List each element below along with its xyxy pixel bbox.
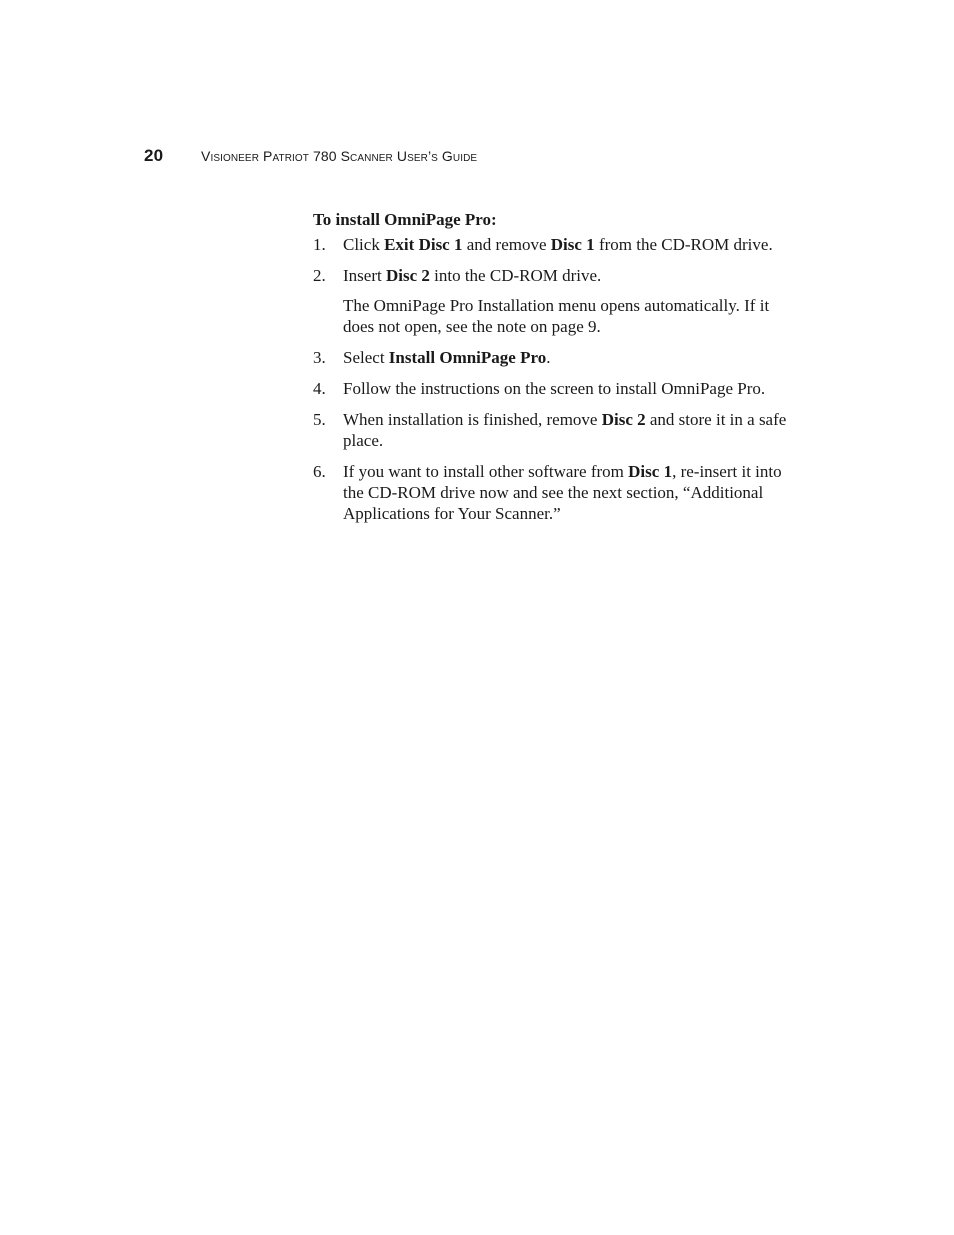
ui-label-disc-2: Disc 2 [385, 266, 430, 285]
step-text-run: Insert [343, 266, 386, 285]
step-number: 2. [313, 266, 326, 285]
step-text-run: Select [343, 348, 389, 367]
step-number: 1. [313, 235, 326, 254]
step-text-run: If you want to install other software from [343, 462, 629, 481]
step-number: 4. [313, 379, 326, 398]
ui-label-disc-1: Disc 1 [550, 235, 595, 254]
step-6 [313, 461, 803, 524]
step-number: 6. [313, 462, 326, 481]
step-text-run: and store it in a safe place. [343, 410, 787, 450]
step-2 [313, 265, 803, 337]
step-text [343, 347, 803, 368]
step-text [343, 409, 803, 451]
step-text-run: When installation is finished, remove [343, 410, 602, 429]
ui-label-install-omnipage-pro: Install OmniPage Pro [388, 348, 547, 367]
step-text [343, 461, 803, 524]
step-number: 3. [313, 348, 326, 367]
step-text-run: into the CD-ROM drive. [429, 266, 602, 285]
step-text-run: Click [343, 235, 385, 254]
install-steps-list [313, 234, 803, 524]
step-3 [313, 347, 803, 368]
step-1 [313, 234, 803, 255]
step-note: The OmniPage Pro Installation menu opens automatically. If it does not open, see the note on page 9. [343, 296, 770, 336]
step-text-run: from the CD-ROM drive. [594, 235, 773, 254]
step-text-run: and remove [462, 235, 551, 254]
step-5 [313, 409, 803, 451]
step-text-run: , re-insert it into the CD-ROM drive now and see the next section, “Additional Applications for Your Scanner.” [343, 462, 782, 523]
ui-label-disc-1: Disc 1 [628, 462, 673, 481]
step-text-run: . [546, 348, 551, 367]
ui-label-exit-disc-1: Exit Disc 1 [384, 235, 463, 254]
step-4 [313, 378, 803, 399]
page-number: 20 [144, 146, 164, 165]
running-title: Visioneer Patriot 780 Scanner User’s Guide [201, 148, 478, 164]
ui-label-disc-2: Disc 2 [601, 410, 646, 429]
step-text [343, 234, 803, 255]
step-text: Follow the instructions on the screen to install OmniPage Pro. [343, 379, 766, 398]
section-heading: To install OmniPage Pro: [313, 210, 497, 229]
main-content [313, 209, 803, 534]
step-text [343, 265, 803, 286]
step-number: 5. [313, 410, 326, 429]
